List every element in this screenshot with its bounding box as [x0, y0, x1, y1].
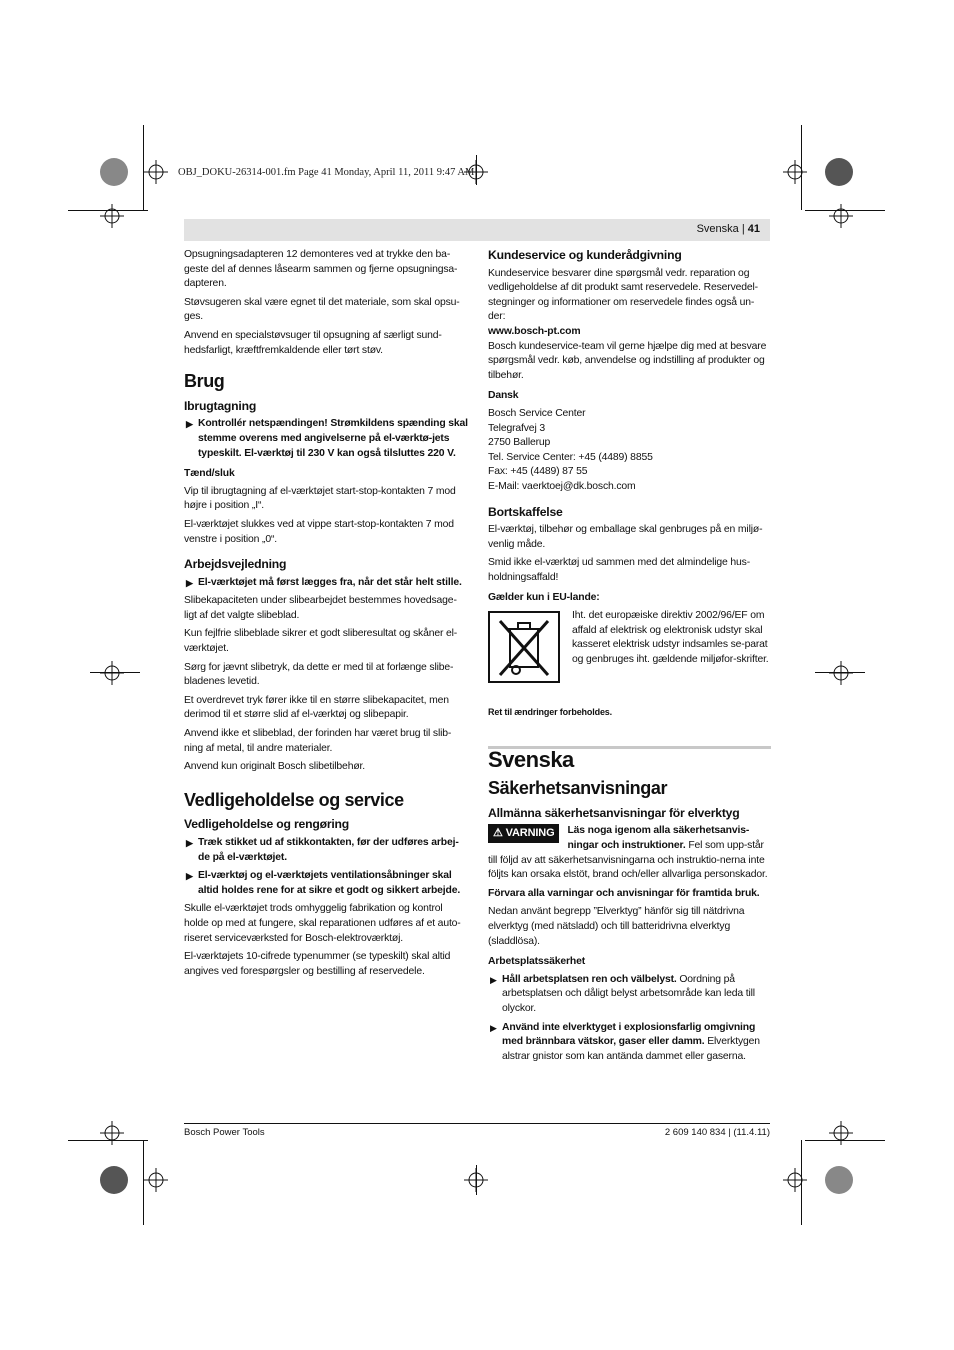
- left-column: [184, 248, 468, 983]
- forvara-text: Förvara alla varningar och anvisningar för framtida bruk.: [488, 887, 760, 899]
- arbejd-paragraph: Sørg for jævnt slibetryk, da dette er med til at forlænge slibe-bladenes levetid.: [184, 661, 454, 688]
- address-line: Telegrafvej 3: [488, 422, 545, 434]
- nedan-text: Nedan använt begrepp ”Elverktyg” hänför sig till nätdrivna elverktyg (med nätsladd) och till batteridrivna elverktyg (sladdlösa).: [488, 906, 745, 947]
- arbejd-paragraph: Anvend kun originalt Bosch slibetilbehør.: [184, 761, 365, 773]
- kunde-heading: Kundeservice og kunderådgivning: [488, 248, 682, 262]
- registration-mark-icon: [144, 1168, 168, 1192]
- page-header: [184, 219, 770, 241]
- bort-paragraph: Smid ikke el-værktøj ud sammen med det almindelige hus-holdningsaffald!: [488, 557, 751, 583]
- registration-mark-icon: [100, 204, 124, 228]
- bullet-arrow-icon: ▶: [186, 838, 193, 848]
- registration-disc-icon: [100, 158, 128, 186]
- footer-rule: [184, 1123, 770, 1124]
- arbejd-bullet: ▶ El-værktøjet må først lægges fra, når det står helt stille.: [184, 576, 468, 591]
- vedl-paragraph: El-værktøjets 10-cifrede typenummer (se typeskilt) skal altid angives ved forespørgsler og bestilling af reservedele.: [184, 951, 451, 977]
- header-text: [697, 223, 760, 235]
- print-info: OBJ_DOKU-26314-001.fm Page 41 Monday, April 11, 2011 9:47 AM: [178, 167, 475, 178]
- address-line: E-Mail: vaerktoej@dk.bosch.com: [488, 480, 636, 492]
- registration-mark-icon: [829, 661, 853, 685]
- registration-disc-icon: [825, 1166, 853, 1194]
- header-language: Svenska: [696, 223, 739, 235]
- registration-disc-icon: [825, 158, 853, 186]
- intro-paragraph: Anvend en specialstøvsuger til opsugning af særligt sund-hedsfarligt, kræftfremkaldende eller tørt støv.: [184, 329, 442, 356]
- registration-mark-icon: [829, 1121, 853, 1145]
- registration-mark-icon: [144, 160, 168, 184]
- taend-paragraph: El-værktøjet slukkes ved at vippe start-stop-kontakten 7 mod venstre i position „0“.: [184, 518, 454, 545]
- arbejd-paragraph: Slibekapaciteten under slibearbejdet bestemmes hovedsage-ligt af det valgte slibeblad.: [184, 595, 457, 621]
- bullet-arrow-icon: ▶: [186, 871, 193, 882]
- page-number: 41: [747, 223, 760, 235]
- kunde-url: www.bosch-pt.com: [488, 325, 581, 337]
- arbejd-paragraph: Kun fejlfrie slibeblade sikrer et godt sliberesultat og skåner el-værktøjet.: [184, 628, 458, 655]
- vedl-bullet: ▶ El-værktøj og el-værktøjets ventilationsåbninger skal altid holdes rene for at sikre et godt og sikkert arbejde.: [186, 870, 461, 896]
- registration-mark-icon: [783, 1168, 807, 1192]
- warning-bold-text: Läs noga igenom alla säkerhetsanvis-ningar och instruktioner.: [567, 825, 750, 852]
- header-separator: |: [741, 223, 745, 235]
- eu-text: Iht. det europæiske direktiv 2002/96/EF om affald af elektrisk og elektronisk udstyr skal kasseret elektrisk udstyr indsamles se-parat og genbruges iht. gældende miljøfor-skrifter.: [572, 610, 769, 665]
- vedl-paragraph: Skulle el-værktøjet trods omhyggelig fabrikation og kontrol holde op med at fungere, skal reparationen udføres af et auto-riseret serviceværksted for Bosch-elektroværktøj.: [184, 903, 461, 944]
- ibrugtagning-bullet: ▶ Kontrollér netspændingen! Strømkildens spænding skal stemme overens med angivelserne på el-værktø-jets typeskilt. El-værktøj til 230 V kan også tilsluttes 220 V.: [186, 418, 468, 459]
- bort-heading: Bortskaffelse: [488, 504, 563, 519]
- address-line: Fax: +45 (4489) 87 55: [488, 466, 588, 478]
- warning-block: [488, 824, 771, 882]
- weee-bin-icon: [488, 611, 560, 683]
- arbejd-paragraph: Et overdrevet tryk fører ikke til en større slibekapacitet, men derimod til et større slid af el-værktøj og slibepapir.: [184, 694, 449, 721]
- arbets-bullet: ▶ Använd inte elverktyget i explosionsfarlig omgivning med brännbara vätskor, gaser eller damm. Elverktygen alstrar gnistor som kan antända dammet eller gaserna.: [490, 1021, 760, 1062]
- vedl-heading: Vedligeholdelse og service: [184, 789, 404, 810]
- bullet-arrow-icon: ▶: [186, 419, 193, 430]
- registration-mark-icon: [464, 1168, 488, 1192]
- registration-mark-icon: [783, 160, 807, 184]
- eu-heading: Gælder kun i EU-lande:: [488, 592, 600, 604]
- footer-right: 2 609 140 834 | (11.4.11): [664, 1127, 770, 1138]
- kunde-paragraph: Kundeservice besvarer dine spørgsmål vedr. reparation og vedligeholdelse af dit produkt samt reservedele. Reservedel-stegninger og informationer om reservedele findes også un-der:: [488, 267, 758, 323]
- registration-mark-icon: [100, 1121, 124, 1145]
- right-column: [488, 248, 771, 1068]
- address-line: 2750 Ballerup: [488, 437, 551, 449]
- arbejd-paragraph: Anvend ikke et slibeblad, der forinden har været brug til slib-ning af metal, til andre materialer.: [184, 728, 452, 754]
- arbets-heading: Arbetsplatssäkerhet: [488, 956, 586, 968]
- eu-block: [488, 609, 771, 687]
- vedl-sub-heading: Vedligeholdelse og rengøring: [184, 817, 350, 832]
- address-line: Bosch Service Center: [488, 407, 586, 419]
- arbets-bullet: ▶ Håll arbetsplatsen ren och välbelyst. Oordning på arbetsplatsen och dåligt belyst arbetsområde kan leda till olyckor.: [490, 973, 755, 1014]
- warning-text: Fel som upp-står till följd av att säkerhetsanvisningarna och instruktio-nerna inte följts kan orsaka elstöt, brand och/eller allvarliga personskador.: [488, 840, 768, 881]
- kunde-paragraph: Bosch kundeservice-team vil gerne hjælpe dig med at besvare spørgsmål vedr. køb, anvendelse og indstilling af produkter og tilbehør.: [488, 340, 767, 381]
- ret-note: Ret til ændringer forbeholdes.: [488, 707, 613, 718]
- warning-badge: ⚠ VARNING: [488, 824, 559, 843]
- brug-heading: Brug: [184, 371, 225, 392]
- arbejd-heading: Arbejdsvejledning: [184, 557, 287, 572]
- bullet-arrow-icon: ▶: [186, 577, 193, 588]
- sak-heading: Säkerhetsanvisningar: [488, 778, 668, 799]
- taend-paragraph: Vip til ibrugtagning af el-værktøjet start-stop-kontakten 7 mod højre i position „I“.: [184, 485, 456, 512]
- dansk-heading: Dansk: [488, 390, 519, 402]
- ibrugtagning-heading: Ibrugtagning: [184, 398, 257, 413]
- address-line: Tel. Service Center: +45 (4489) 8855: [488, 451, 653, 463]
- taend-heading: Tænd/sluk: [184, 468, 235, 480]
- bort-paragraph: El-værktøj, tilbehør og emballage skal genbruges på en miljø-venlig måde.: [488, 524, 763, 550]
- footer-left: Bosch Power Tools: [184, 1127, 265, 1138]
- intro-paragraph: Støvsugeren skal være egnet til det materiale, som skal opsu-ges.: [184, 296, 460, 323]
- registration-mark-icon: [100, 661, 124, 685]
- registration-mark-icon: [829, 204, 853, 228]
- allm-heading: Allmänna säkerhetsanvisningar för elverktyg: [488, 805, 740, 820]
- warning-triangle-icon: ⚠: [493, 827, 503, 840]
- registration-disc-icon: [100, 1166, 128, 1194]
- bullet-arrow-icon: ▶: [490, 974, 497, 985]
- address-block: [488, 407, 771, 495]
- svenska-title: Svenska: [488, 746, 574, 772]
- bullet-arrow-icon: ▶: [490, 1022, 497, 1033]
- vedl-bullet: ▶ Træk stikket ud af stikkontakten, før der udføres arbej-de på el-værktøjet.: [186, 837, 459, 863]
- intro-paragraph: Opsugningsadapteren 12 demonteres ved at trykke den ba-geste del af dennes låsearm sammen og fjerne opsugningsa-dapteren.: [184, 249, 458, 290]
